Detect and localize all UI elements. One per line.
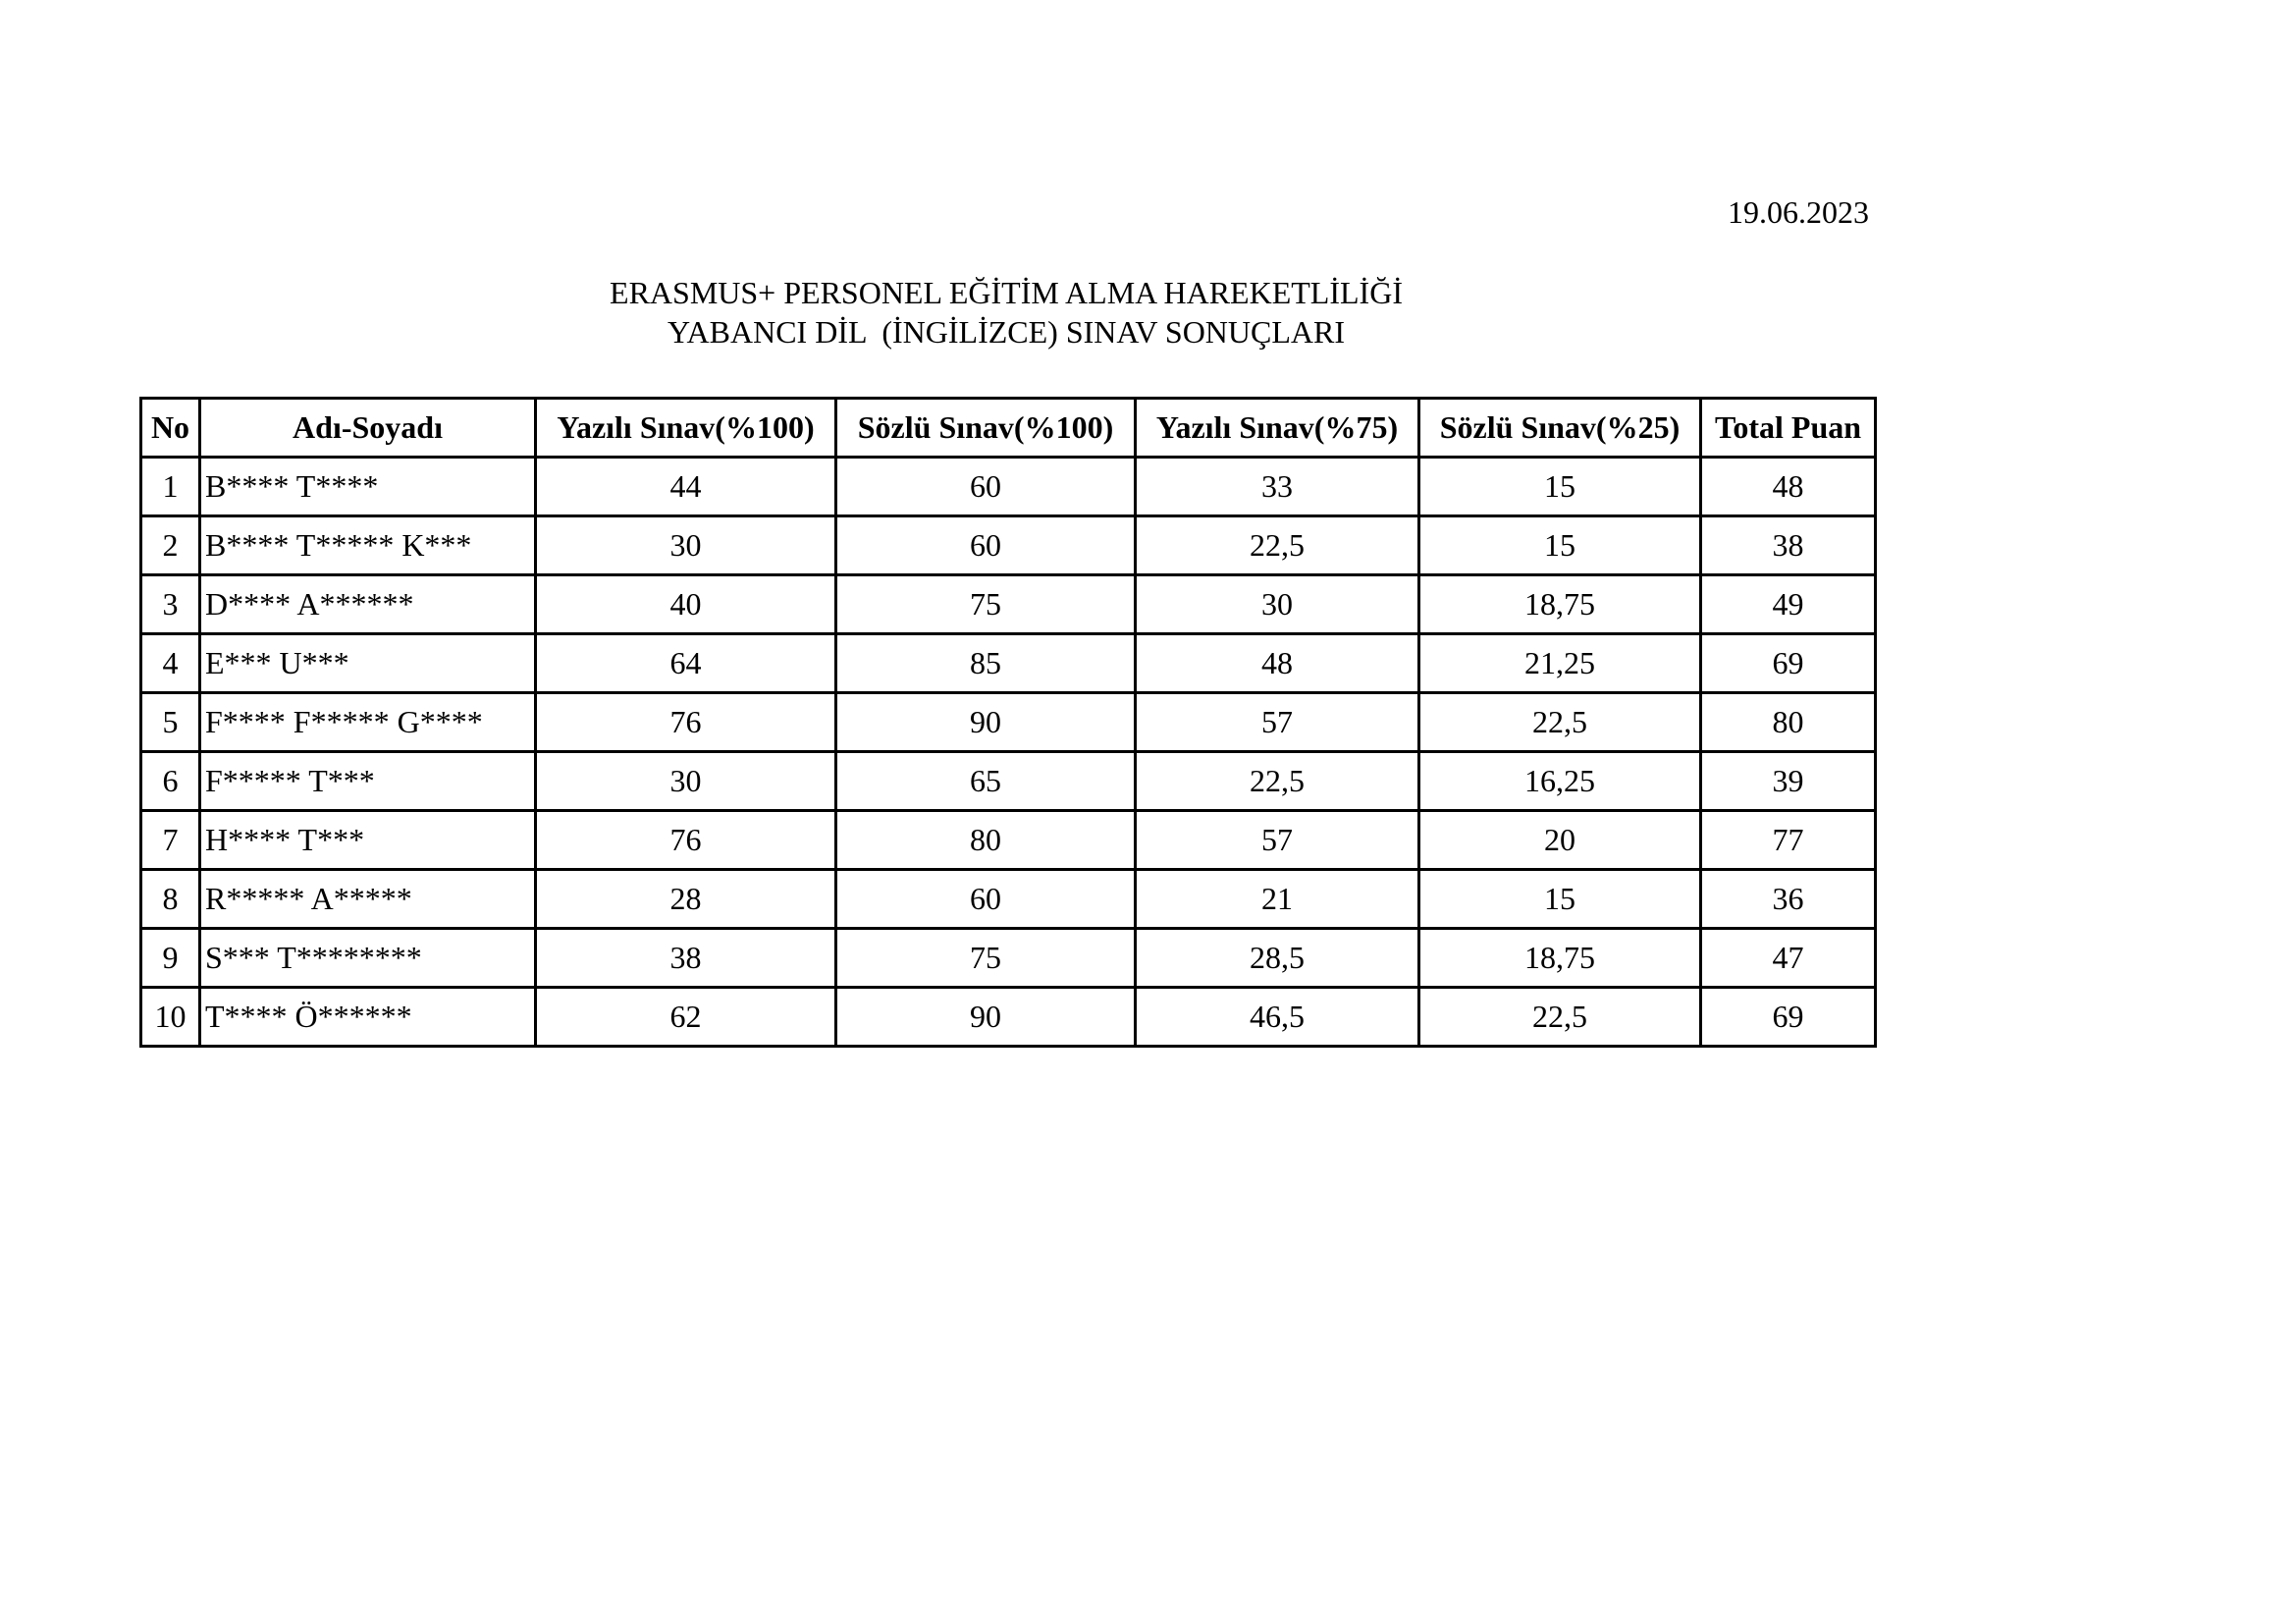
cell-oral-100: 90 — [836, 988, 1136, 1047]
title-line-1: ERASMUS+ PERSONEL EĞİTİM ALMA HAREKETLİLİĞİ — [610, 275, 1403, 310]
cell-written-75: 28,5 — [1136, 929, 1419, 988]
results-table — [139, 397, 1877, 1048]
cell-written-75: 57 — [1136, 811, 1419, 870]
header-name: Adı-Soyadı — [200, 399, 536, 458]
cell-name: S*** T******** — [200, 929, 536, 988]
cell-oral-25: 22,5 — [1419, 693, 1701, 752]
cell-no: 3 — [141, 575, 200, 634]
cell-name: F**** F***** G**** — [200, 693, 536, 752]
cell-name: H**** T*** — [200, 811, 536, 870]
cell-no: 5 — [141, 693, 200, 752]
table-row — [141, 458, 1876, 516]
cell-oral-100: 60 — [836, 458, 1136, 516]
cell-total: 69 — [1701, 988, 1876, 1047]
cell-oral-25: 18,75 — [1419, 929, 1701, 988]
header-oral-25: Sözlü Sınav(%25) — [1419, 399, 1701, 458]
table-header-row — [141, 399, 1876, 458]
cell-oral-25: 22,5 — [1419, 988, 1701, 1047]
cell-name: B**** T***** K*** — [200, 516, 536, 575]
cell-oral-100: 60 — [836, 516, 1136, 575]
cell-no: 8 — [141, 870, 200, 929]
cell-written-75: 46,5 — [1136, 988, 1419, 1047]
cell-name: F***** T*** — [200, 752, 536, 811]
cell-written-100: 64 — [536, 634, 836, 693]
cell-written-100: 30 — [536, 752, 836, 811]
cell-written-75: 48 — [1136, 634, 1419, 693]
cell-no: 1 — [141, 458, 200, 516]
header-oral-100: Sözlü Sınav(%100) — [836, 399, 1136, 458]
cell-written-75: 33 — [1136, 458, 1419, 516]
cell-oral-25: 21,25 — [1419, 634, 1701, 693]
cell-oral-25: 16,25 — [1419, 752, 1701, 811]
table-row — [141, 575, 1876, 634]
cell-total: 36 — [1701, 870, 1876, 929]
table-row — [141, 752, 1876, 811]
cell-oral-100: 85 — [836, 634, 1136, 693]
cell-name: E*** U*** — [200, 634, 536, 693]
cell-name: B**** T**** — [200, 458, 536, 516]
table-row — [141, 634, 1876, 693]
table-row — [141, 693, 1876, 752]
cell-no: 4 — [141, 634, 200, 693]
cell-oral-100: 60 — [836, 870, 1136, 929]
cell-total: 49 — [1701, 575, 1876, 634]
table-row — [141, 516, 1876, 575]
cell-name: R***** A***** — [200, 870, 536, 929]
cell-written-100: 28 — [536, 870, 836, 929]
cell-written-75: 21 — [1136, 870, 1419, 929]
cell-total: 69 — [1701, 634, 1876, 693]
cell-no: 9 — [141, 929, 200, 988]
cell-name: D**** A****** — [200, 575, 536, 634]
cell-total: 38 — [1701, 516, 1876, 575]
cell-oral-25: 15 — [1419, 516, 1701, 575]
cell-oral-25: 18,75 — [1419, 575, 1701, 634]
cell-oral-25: 15 — [1419, 870, 1701, 929]
table-row — [141, 929, 1876, 988]
table-row — [141, 988, 1876, 1047]
cell-written-100: 30 — [536, 516, 836, 575]
cell-oral-25: 20 — [1419, 811, 1701, 870]
cell-total: 47 — [1701, 929, 1876, 988]
cell-written-100: 38 — [536, 929, 836, 988]
cell-no: 7 — [141, 811, 200, 870]
cell-oral-100: 90 — [836, 693, 1136, 752]
cell-total: 77 — [1701, 811, 1876, 870]
header-written-75: Yazılı Sınav(%75) — [1136, 399, 1419, 458]
table-row — [141, 870, 1876, 929]
cell-name: T**** Ö****** — [200, 988, 536, 1047]
cell-written-75: 30 — [1136, 575, 1419, 634]
document-title — [0, 273, 2012, 352]
cell-no: 2 — [141, 516, 200, 575]
cell-written-100: 76 — [536, 811, 836, 870]
cell-written-100: 62 — [536, 988, 836, 1047]
cell-written-100: 40 — [536, 575, 836, 634]
cell-no: 10 — [141, 988, 200, 1047]
cell-written-75: 57 — [1136, 693, 1419, 752]
cell-oral-100: 80 — [836, 811, 1136, 870]
header-written-100: Yazılı Sınav(%100) — [536, 399, 836, 458]
cell-written-100: 44 — [536, 458, 836, 516]
document-date: 19.06.2023 — [1728, 194, 1869, 230]
header-no: No — [141, 399, 200, 458]
cell-no: 6 — [141, 752, 200, 811]
cell-oral-25: 15 — [1419, 458, 1701, 516]
cell-written-75: 22,5 — [1136, 752, 1419, 811]
cell-written-75: 22,5 — [1136, 516, 1419, 575]
cell-total: 48 — [1701, 458, 1876, 516]
header-total: Total Puan — [1701, 399, 1876, 458]
cell-oral-100: 65 — [836, 752, 1136, 811]
cell-total: 39 — [1701, 752, 1876, 811]
cell-oral-100: 75 — [836, 929, 1136, 988]
table-row — [141, 811, 1876, 870]
title-line-2: YABANCI DİL (İNGİLİZCE) SINAV SONUÇLARI — [667, 314, 1346, 350]
cell-oral-100: 75 — [836, 575, 1136, 634]
cell-total: 80 — [1701, 693, 1876, 752]
cell-written-100: 76 — [536, 693, 836, 752]
